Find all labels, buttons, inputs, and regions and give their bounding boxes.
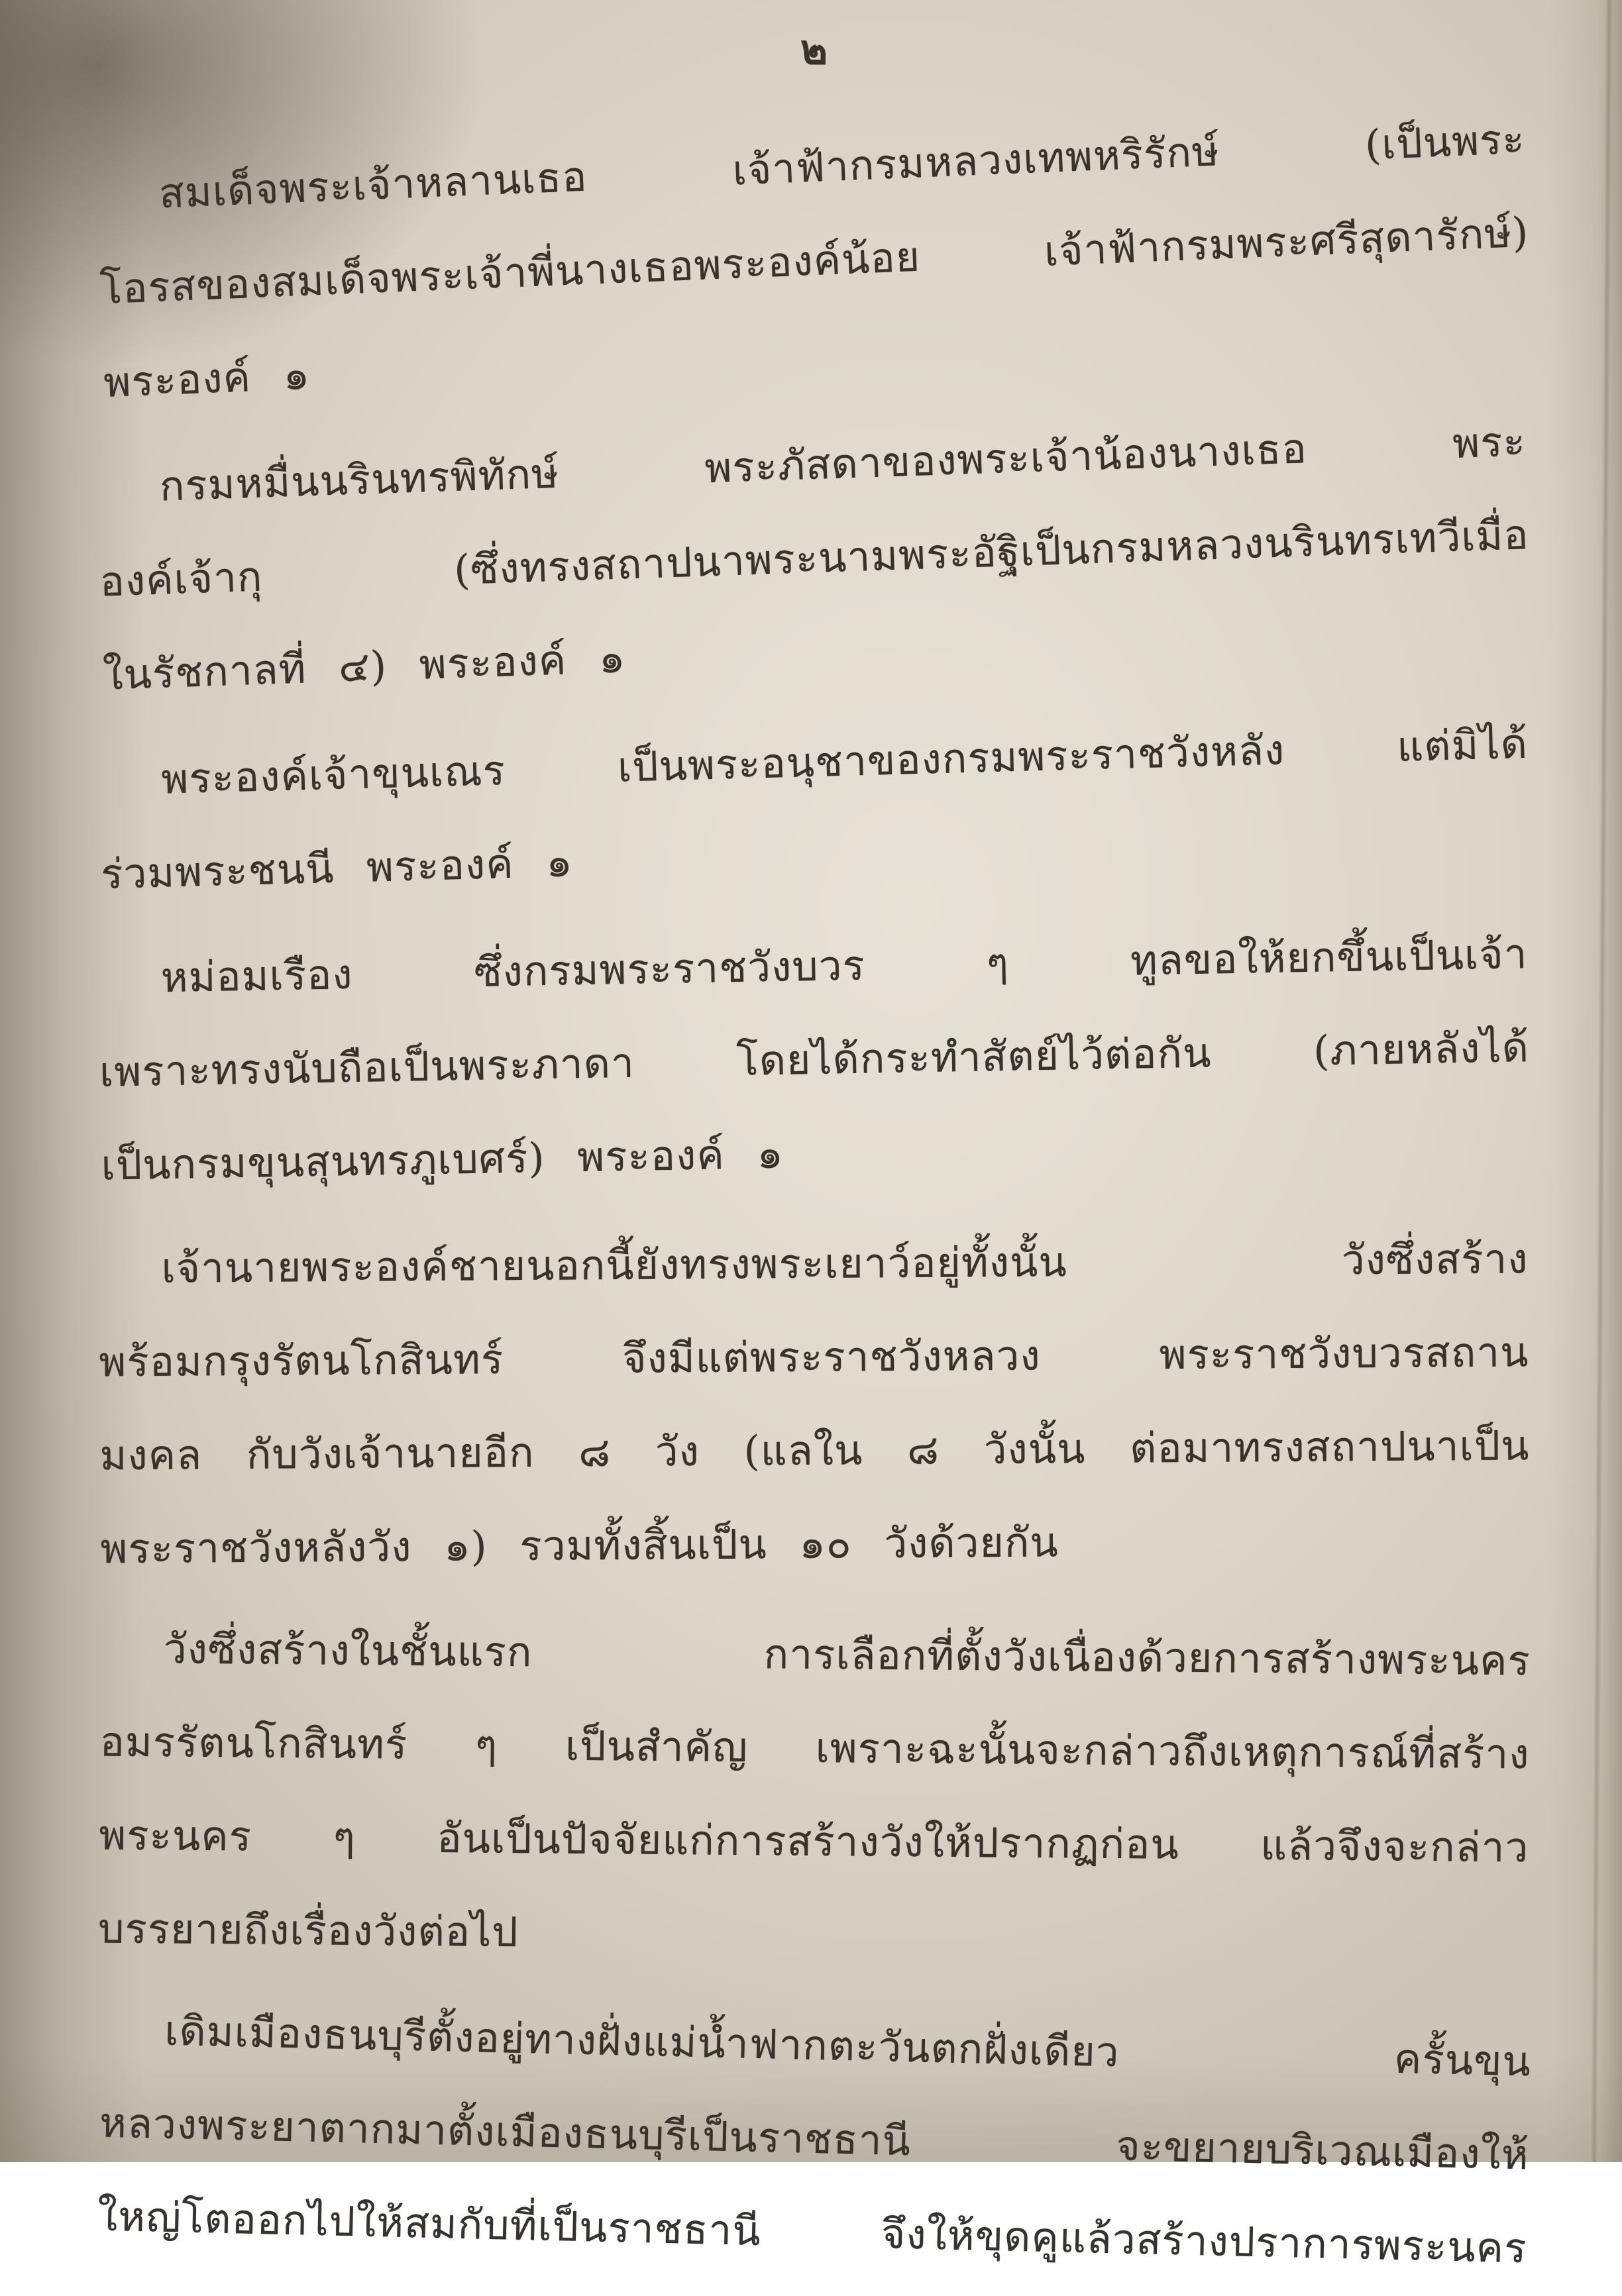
text-line: เพราะทรงนับถือเป็นพระภาดา โดยได้กระทำสัตย์ไว้ต่อกัน (ภายหลังได้ xyxy=(99,1023,1530,1096)
paragraph xyxy=(94,92,1534,429)
paragraph xyxy=(96,1983,1532,2295)
text-line: พระราชวังหลังวัง ๑) รวมทั้งสิ้นเป็น ๑๐ วังด้วยกัน xyxy=(100,1518,1059,1573)
paragraph xyxy=(98,1602,1531,1988)
paragraph xyxy=(95,394,1534,721)
text-line: องค์เจ้ากุ (ซึ่งทรงสถาปนาพระนามพระอัฐิเป็นกรมหลวงนรินทรเทวีเมื่อ xyxy=(99,510,1530,606)
text-line: กรมหมื่นนรินทรพิทักษ์ พระภัสดาของพระเจ้าน้องนางเธอ พระ xyxy=(158,417,1527,511)
text-line: หลวงพระยาตากมาตั้งเมืองธนบุรีเป็นราชธานี จะขยายบริเวณเมืองให้ xyxy=(99,2098,1530,2179)
text-line: พระองค์ ๑ xyxy=(103,350,311,407)
text-line: พระองค์เจ้าขุนเณร เป็นพระอนุชาของกรมพระราชวังหลัง แต่มิได้ xyxy=(160,719,1529,804)
text-line: มงคล กับวังเจ้านายอีก ๘ วัง (แลใน ๘ วังนั้น ต่อมาทรงสถาปนาเป็น xyxy=(99,1421,1530,1480)
text-line: ใหญ่โตออกไปให้สมกับที่เป็นราชธานี จึงให้ขุดคูแล้วสร้างปราการพระนคร xyxy=(97,2191,1528,2273)
text-line: ในรัชกาลที่ ๔) พระองค์ ๑ xyxy=(102,633,627,700)
text-line: ร่วมพระชนนี พระองค์ ๑ xyxy=(100,837,574,899)
text-line: เดิมเมืองธนบุรีตั้งอยู่ทางฝั่งแม่น้ำฟากตะวันตกฝั่งเดียว ครั้นขุน xyxy=(164,2006,1532,2086)
text-line: พร้อมกรุงรัตนโกสินทร์ จึงมีแต่พระราชวังหลวง พระราชวังบวรสถาน xyxy=(99,1328,1529,1386)
text-line: อมรรัตนโกสินทร์ ๆ เป็นสำคัญ เพราะฉะนั้นจะกล่าวถึงเหตุการณ์ที่สร้าง xyxy=(99,1717,1530,1779)
paragraph xyxy=(97,697,1532,921)
paragraph xyxy=(97,907,1531,1212)
paragraph xyxy=(98,1212,1531,1595)
text-line: เจ้านายพระองค์ชายนอกนี้ยังทรงพระเยาว์อยู่ทั้งนั้น วังซึ่งสร้าง xyxy=(161,1234,1529,1292)
text-line: บรรยายถึงเรื่องวังต่อไป xyxy=(97,1904,519,1957)
text-line: สมเด็จพระเจ้าหลานเธอ เจ้าฟ้ากรมหลวงเทพหริรักษ์ (เป็นพระ xyxy=(158,114,1526,218)
text-line: เป็นกรมขุนสุนทรภูเบศร์) พระองค์ ๑ xyxy=(100,1129,784,1190)
text-line: พระนคร ๆ อันเป็นปัจจัยแก่การสร้างวังให้ปรากฏก่อน แล้วจึงจะกล่าว xyxy=(99,1810,1529,1872)
page-content xyxy=(97,17,1532,2296)
text-line: วังซึ่งสร้างในชั้นแรก การเลือกที่ตั้งวังเนื่องด้วยการสร้างพระนคร xyxy=(163,1624,1531,1685)
text-line: โอรสของสมเด็จพระเจ้าพี่นางเธอพระองค์น้อย เจ้าฟ้ากรมพระศรีสุดารักษ์) xyxy=(99,207,1530,314)
body-text xyxy=(97,114,1532,2279)
page-edge-shadow xyxy=(1591,0,1613,2162)
page-number: ๒ xyxy=(800,25,828,74)
text-line: หม่อมเรือง ซึ่งกรมพระราชวังบวร ๆ ทูลขอให้ยกขึ้นเป็นเจ้า xyxy=(160,929,1529,1002)
